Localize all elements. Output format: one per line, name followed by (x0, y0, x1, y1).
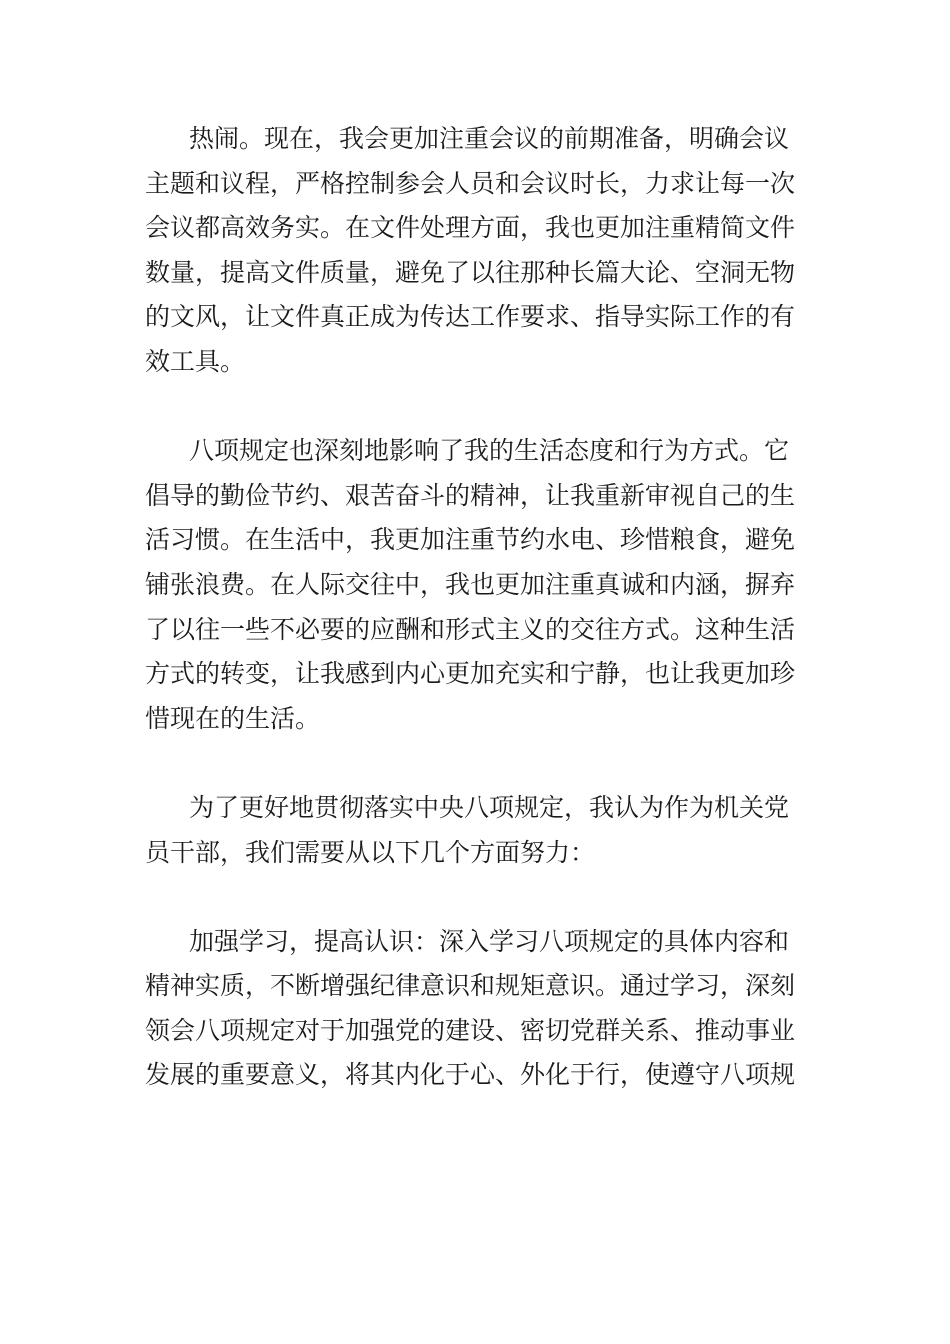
paragraph-implementation-intro: 为了更好地贯彻落实中央八项规定，我认为作为机关党员干部，我们需要从以下几个方面努力： (145, 792, 790, 867)
document-body (145, 117, 810, 1098)
paragraph-strengthen-study: 加强学习，提高认识：深入学习八项规定的具体内容和精神实质，不断增强纪律意识和规矩意识。通过学习，深刻领会八项规定对于加强党的建设、密切党群关系、推动事业发展的重要意义，将其内化于心、外化于行，使遵守八项规 (145, 926, 796, 1090)
paragraph-meeting-efficiency: 热闹。现在，我会更加注重会议的前期准备，明确会议主题和议程，严格控制参会人员和会议时长，力求让每一次会议都高效务实。在文件处理方面，我也更加注重精简文件数量，提高文件质量，避免了以往那种长篇大论、空洞无物的文风，让文件真正成为传达工作要求、指导实际工作的有效工具。 (145, 124, 796, 376)
paragraph-lifestyle-change: 八项规定也深刻地影响了我的生活态度和行为方式。它倡导的勤俭节约、艰苦奋斗的精神，让我重新审视自己的生活习惯。在生活中，我更加注重节约水电、珍惜粮食，避免铺张浪费。在人际交往中，我也更加注重真诚和内涵，摒弃了以往一些不必要的应酬和形式主义的交往方式。这种生活方式的转变，让我感到内心更加充实和宁静，也让我更加珍惜现在的生活。 (145, 436, 796, 733)
